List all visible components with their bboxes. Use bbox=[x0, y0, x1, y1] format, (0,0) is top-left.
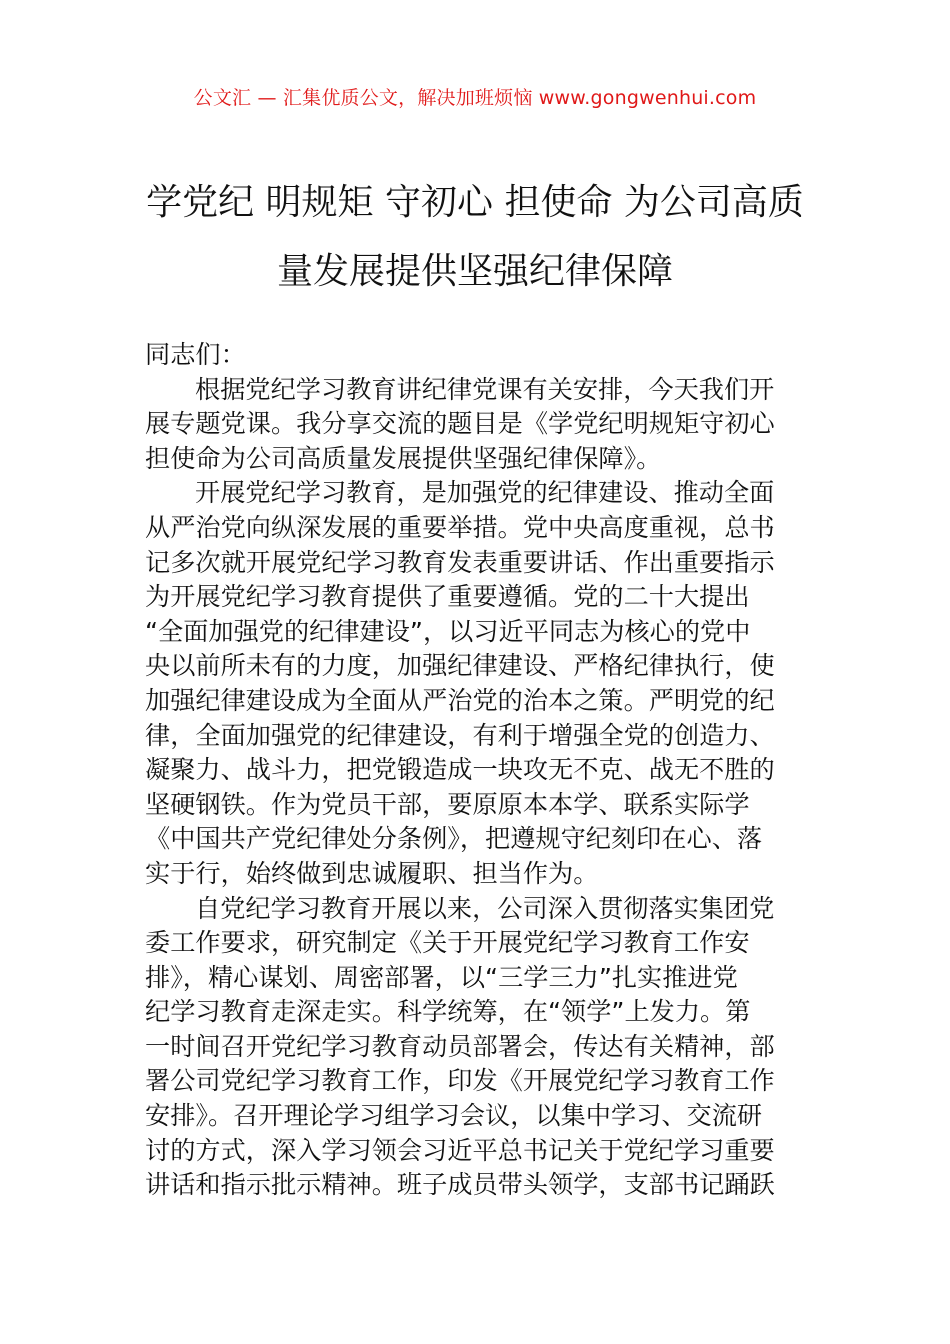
body-text-line: 担使命为公司高质量发展提供坚强纪律保障》。 bbox=[145, 443, 662, 473]
document-title-line-2: 量发展提供坚强纪律保障 bbox=[276, 251, 673, 292]
body-text-line: 讨的方式，深入学习领会习近平总书记关于党纪学习重要 bbox=[145, 1135, 775, 1165]
body-text-line: 央以前所未有的力度，加强纪律建设、严格纪律执行，使 bbox=[145, 651, 775, 681]
body-text-line: 自党纪学习教育开展以来，公司深入贯彻落实集团党 bbox=[195, 893, 775, 923]
header-watermark: 公文汇 — 汇集优质公文，解决加班烦恼 www.gongwenhui.com bbox=[193, 87, 757, 109]
body-text-line: 《中国共产党纪律处分条例》，把遵规守纪刻印在心、落 bbox=[145, 824, 763, 854]
body-text-line: 根据党纪学习教育讲纪律党课有关安排，今天我们开 bbox=[195, 374, 775, 404]
body-text-line: 凝聚力、战斗力，把党锻造成一块攻无不克、战无不胜的 bbox=[145, 755, 775, 785]
body-text-line: 一时间召开党纪学习教育动员部署会，传达有关精神，部 bbox=[145, 1031, 775, 1061]
body-text-line: 同志们： bbox=[145, 340, 246, 369]
body-text-line: 加强纪律建设成为全面从严治党的治本之策。严明党的纪 bbox=[145, 685, 775, 715]
body-text-line: 署公司党纪学习教育工作，印发《开展党纪学习教育工作 bbox=[145, 1066, 775, 1096]
body-text-line: 律，全面加强党的纪律建设，有利于增强全党的创造力、 bbox=[145, 720, 775, 750]
body-text-line: 开展党纪学习教育，是加强党的纪律建设、推动全面 bbox=[195, 478, 775, 508]
body-text-line: 讲话和指示批示精神。班子成员带头领学，支部书记踊跃 bbox=[145, 1170, 775, 1200]
body-text-line: 安排》。召开理论学习组学习会议，以集中学习、交流研 bbox=[145, 1101, 763, 1131]
body-text-line: “全面加强党的纪律建设”，以习近平同志为核心的党中 bbox=[145, 616, 751, 646]
body-text-line: 记多次就开展党纪学习教育发表重要讲话、作出重要指示 bbox=[145, 547, 775, 577]
body-text-line: 实于行，始终做到忠诚履职、担当作为。 bbox=[145, 858, 599, 888]
body-text-line: 从严治党向纵深发展的重要举措。党中央高度重视，总书 bbox=[145, 512, 775, 542]
body-text-line: 排》，精心谋划、周密部署，以“三学三力”扎实推进党 bbox=[145, 962, 738, 992]
body-text-line: 展专题党课。我分享交流的题目是《学党纪明规矩守初心 bbox=[145, 409, 775, 439]
body-text-line: 为开展党纪学习教育提供了重要遵循。党的二十大提出 bbox=[145, 582, 750, 612]
body-text-line: 纪学习教育走深走实。科学统筹，在“领学”上发力。第 bbox=[145, 997, 751, 1027]
document-body bbox=[145, 338, 815, 1203]
document-title-line-1: 学党纪 明规矩 守初心 担使命 为公司高质 bbox=[146, 182, 804, 223]
body-text-line: 坚硬钢铁。作为党员干部，要原原本本学、联系实际学 bbox=[145, 789, 750, 819]
body-text-line: 委工作要求，研究制定《关于开展党纪学习教育工作安 bbox=[145, 928, 750, 958]
